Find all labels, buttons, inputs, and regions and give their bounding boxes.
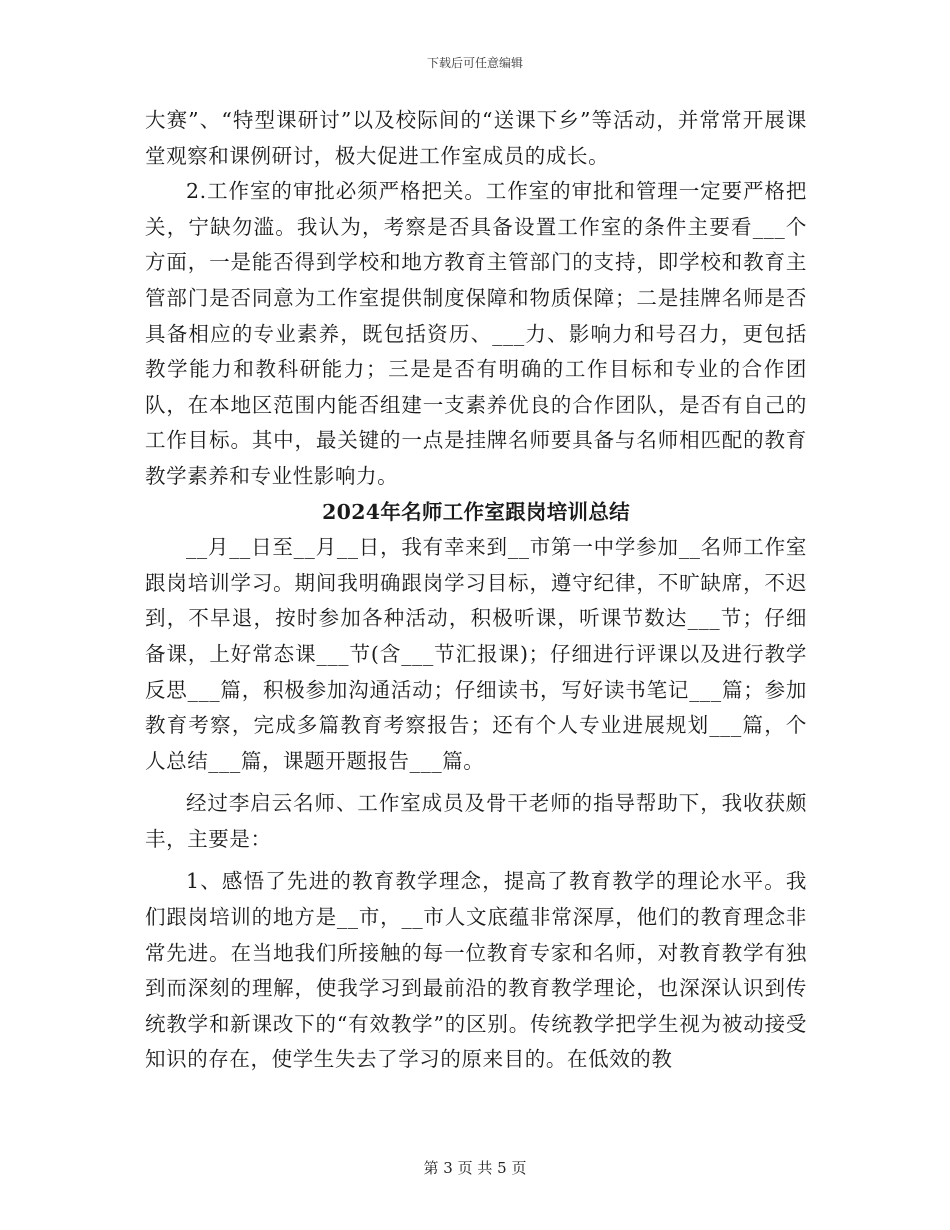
paragraph-gains-intro: 经过李启云名师、工作室成员及骨干老师的指导帮助下，我收获颇丰，主要是：: [145, 791, 807, 851]
paragraph-gain-1: 1、感悟了先进的教育教学理念，提高了教育教学的理论水平。我们跟岗培训的地方是__市，__市人文底蕴非常深厚，他们的教育理念非常先进。在当地我们所接触的每一位教育专家和名师，对教育教学有独到而深刻的理解，使我学习到最前沿的教育教学理论，也深深认识到传统教学和新课改下的“有效教学”的区别。传统教学把学生视为被动接受知识的存在，使学生失去了学习的原来目的。在低效的教: [145, 869, 807, 1072]
paragraph-continued: 大赛”、“特型课研讨”以及校际间的“送课下乡”等活动，并常常开展课堂观察和课例研讨，极大促进工作室成员的成长。: [145, 108, 807, 168]
paragraph-approval: 2.工作室的审批必须严格把关。工作室的审批和管理一定要严格把关，宁缺勿滥。我认为，考察是否具备设置工作室的条件主要看___个方面，一是能否得到学校和地方教育主管部门的支持，即学校和教育主管部门是否同意为工作室提供制度保障和物质保障；二是挂牌名师是否具备相应的专业素养，既包括资历、___力、影响力和号召力，更包括教学能力和教科研能力；三是是否有明确的工作目标和专业的合作团队，在本地区范围内能否组建一支素养优良的合作团队，是否有自己的工作目标。其中，最关键的一点是挂牌名师要具备与名师相匹配的教育教学素养和专业性影响力。: [145, 179, 807, 488]
paragraph-training-summary: __月__日至__月__日，我有幸来到__市第一中学参加__名师工作室跟岗培训学习。期间我明确跟岗学习目标，遵守纪律，不旷缺席，不迟到，不早退，按时参加各种活动，积极听课，听课节数达___节；仔细备课，上好常态课___节(含___节汇报课)；仔细进行评课以及进行教学反思___篇，积极参加沟通活动；仔细读书，写好读书笔记___篇；参加教育考察，完成多篇教育考察报告；还有个人专业进展规划___篇，个人总结___篇，课题开题报告___篇。: [145, 535, 807, 773]
page-header: 下载后可任意编辑: [426, 56, 523, 70]
page-footer: 第 3 页 共 5 页: [423, 1159, 527, 1177]
section-title: 2024年名师工作室跟岗培训总结: [322, 499, 630, 524]
document-body: [145, 103, 807, 1078]
